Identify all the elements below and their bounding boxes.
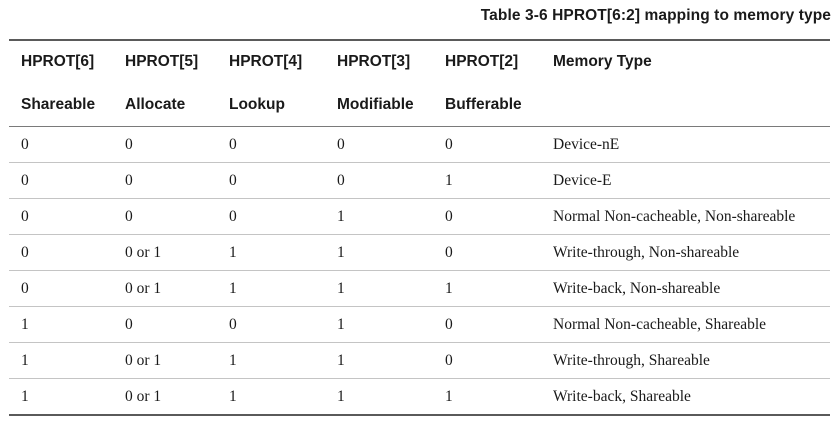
- header-empty: [541, 83, 830, 127]
- header-hprot4: HPROT[4]: [229, 53, 303, 70]
- memory-type-cell: Write-through, Non-shareable: [553, 243, 740, 261]
- table-row: [9, 343, 830, 379]
- table-row: [9, 379, 830, 416]
- header-hprot3: HPROT[3]: [337, 53, 411, 70]
- table-caption: Table 3-6 HPROT[6:2] mapping to memory type: [480, 7, 831, 24]
- bufferable-cell: 1: [445, 279, 453, 297]
- lookup-cell: 0: [229, 207, 237, 225]
- modifiable-cell: 0: [337, 171, 345, 189]
- header-row-signal: [9, 40, 830, 83]
- header-memory-type: Memory Type: [553, 53, 652, 70]
- lookup-cell: 1: [229, 351, 237, 369]
- header-lookup: Lookup: [229, 95, 285, 113]
- shareable-cell: 0: [21, 243, 29, 261]
- table-row: [9, 127, 830, 163]
- modifiable-cell: 1: [337, 279, 345, 297]
- allocate-cell: 0 or 1: [125, 351, 162, 369]
- memory-type-cell: Normal Non-cacheable, Non-shareable: [553, 207, 796, 225]
- table-row: [9, 199, 830, 235]
- header-bufferable: Bufferable: [445, 95, 522, 113]
- shareable-cell: 0: [21, 171, 29, 189]
- table-row: [9, 163, 830, 199]
- table-header: [9, 40, 830, 127]
- memory-type-cell: Write-back, Shareable: [553, 387, 691, 405]
- bufferable-cell: 1: [445, 387, 453, 405]
- lookup-cell: 1: [229, 387, 237, 405]
- header-allocate: Allocate: [125, 95, 186, 113]
- lookup-cell: 1: [229, 243, 237, 261]
- allocate-cell: 0 or 1: [125, 387, 162, 405]
- modifiable-cell: 1: [337, 243, 345, 261]
- lookup-cell: 1: [229, 279, 237, 297]
- shareable-cell: 1: [21, 351, 29, 369]
- memory-type-cell: Write-back, Non-shareable: [553, 279, 721, 297]
- header-hprot5: HPROT[5]: [125, 53, 199, 70]
- header-shareable: Shareable: [21, 95, 96, 113]
- allocate-cell: 0: [125, 171, 133, 189]
- memory-type-cell: Write-through, Shareable: [553, 351, 710, 369]
- allocate-cell: 0: [125, 207, 133, 225]
- shareable-cell: 0: [21, 279, 29, 297]
- lookup-cell: 0: [229, 171, 237, 189]
- memory-type-cell: Device-nE: [553, 135, 620, 153]
- modifiable-cell: 1: [337, 315, 345, 333]
- header-hprot6: HPROT[6]: [21, 53, 95, 70]
- header-hprot2: HPROT[2]: [445, 53, 519, 70]
- memory-type-cell: Device-E: [553, 171, 612, 189]
- allocate-cell: 0 or 1: [125, 279, 162, 297]
- table-row: [9, 271, 830, 307]
- bufferable-cell: 0: [445, 207, 453, 225]
- table-row: [9, 235, 830, 271]
- modifiable-cell: 0: [337, 135, 345, 153]
- allocate-cell: 0: [125, 135, 133, 153]
- bufferable-cell: 1: [445, 171, 453, 189]
- header-modifiable: Modifiable: [337, 95, 414, 113]
- bufferable-cell: 0: [445, 315, 453, 333]
- shareable-cell: 0: [21, 135, 29, 153]
- lookup-cell: 0: [229, 315, 237, 333]
- shareable-cell: 1: [21, 315, 29, 333]
- shareable-cell: 0: [21, 207, 29, 225]
- bufferable-cell: 0: [445, 351, 453, 369]
- header-row-meaning: [9, 83, 830, 127]
- shareable-cell: 1: [21, 387, 29, 405]
- modifiable-cell: 1: [337, 351, 345, 369]
- hprot-mapping-table: [9, 39, 830, 416]
- modifiable-cell: 1: [337, 207, 345, 225]
- table-row: [9, 307, 830, 343]
- table-body: [9, 127, 830, 416]
- allocate-cell: 0 or 1: [125, 243, 162, 261]
- modifiable-cell: 1: [337, 387, 345, 405]
- allocate-cell: 0: [125, 315, 133, 333]
- lookup-cell: 0: [229, 135, 237, 153]
- bufferable-cell: 0: [445, 243, 453, 261]
- bufferable-cell: 0: [445, 135, 453, 153]
- memory-type-cell: Normal Non-cacheable, Shareable: [553, 315, 767, 333]
